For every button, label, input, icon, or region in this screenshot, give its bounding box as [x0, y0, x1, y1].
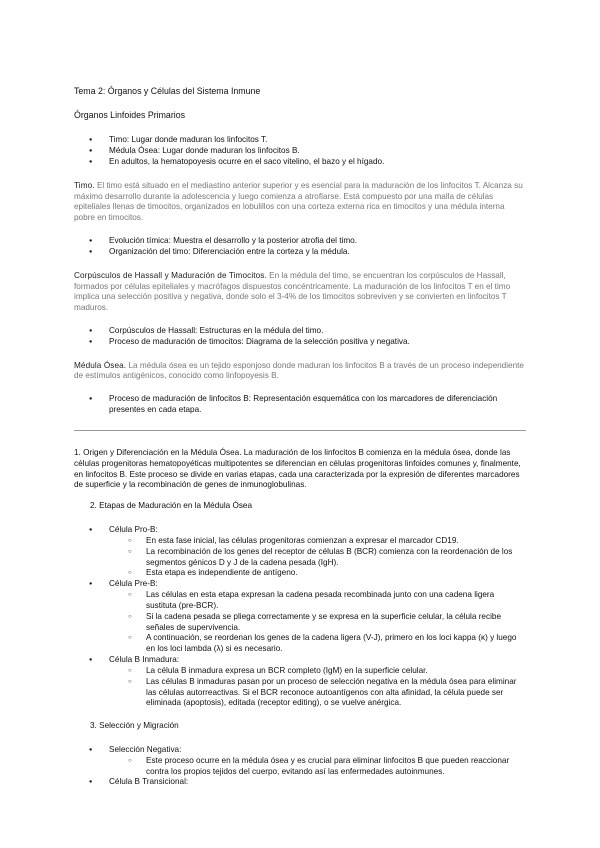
timo-paragraph: [74, 181, 526, 224]
list-item: ● Corpúsculos de Hassall: Estructuras en la médula del timo.: [74, 326, 526, 337]
document-title: Tema 2: Órganos y Células del Sistema Inmune: [74, 86, 261, 96]
list-item: ● Organización del timo: Diferenciación entre la corteza y la médula.: [74, 247, 526, 258]
medula-term: Médula Ósea.: [74, 360, 127, 370]
medula-paragraph: [74, 361, 526, 383]
etapa-label: Célula Pre-B:: [109, 579, 158, 589]
origen-paragraph: 1. Origen y Diferenciación en la Médula Ósea. La maduración de los linfocitos B comienza en la médula ósea, donde las células progenitoras hematopoyéticas multipotentes se diferencian en células progenitoras linfoides comunes y, finalmente, en linfocitos B. Este proceso se divide en varias etapas, cada una caracterizada por la expresión de diferentes marcadores de superficie y la recombinación de genes de inmunoglobulinas.: [74, 447, 521, 490]
section-heading-etapas: 2. Etapas de Maduración en la Médula Ósea: [90, 501, 253, 511]
section-heading-seleccion: 3. Selección y Migración: [90, 721, 179, 731]
hassall-paragraph: [74, 271, 526, 314]
list-item: [74, 777, 526, 788]
list-item: ● Proceso de maduración de linfocitos B: Representación esquemática con los marcadores de diferenciación presentes en cada etapa.: [74, 394, 526, 416]
sub-list-item: ○ A continuación, se reordenan los genes de la cadena ligera (V-J), primero en los loci kappa (κ) y luego en los loci lambda (λ) si es necesario.: [109, 633, 526, 655]
timo-term: Timo.: [74, 180, 95, 190]
medula-text: La médula ósea es un tejido esponjoso donde maduran los linfocitos B a través de un proceso independiente de estímulos antigénicos, conocido como linfopoyesis B.: [74, 360, 524, 381]
sub-list-item: ○ Las células B inmaduras pasan por un proceso de selección negativa en la médula ósea para eliminar las células autorreactivas. Si el BCR reconoce autoantígenos con alta afinidad, la célula puede ser eliminada (apoptosis), editada (receptor editing), o se vuelve anérgica.: [109, 677, 526, 709]
sub-list-item: ○ Este proceso ocurre en la médula ósea y es crucial para eliminar linfocitos B que pueden reaccionar contra los propios tejidos del cuerpo, evitando así las enfermedades autoinmunes.: [109, 756, 526, 778]
etapa-label: Célula B Inmadura:: [109, 655, 180, 665]
list-item: ● En adultos, la hematopoyesis ocurre en el saco vitelino, el bazo y el hígado.: [74, 157, 526, 168]
list-item: ● Evolución tímica: Muestra el desarrollo y la posterior atrofia del timo.: [74, 236, 526, 247]
medula-list: [74, 394, 526, 416]
etapas-list: [74, 525, 526, 709]
sub-list: [109, 590, 526, 655]
sub-list-item: ○ La recombinación de los genes del receptor de células B (BCR) comienza con la reordenación de los segmentos génicos D y J de la cadena pesada (IgH).: [109, 547, 526, 569]
list-item: [74, 579, 526, 655]
seleccion-list: [74, 745, 526, 788]
sub-list: [109, 756, 526, 778]
section-heading-primary-organs: Órganos Linfoides Primarios: [74, 109, 185, 120]
hassall-list: [74, 326, 526, 348]
sub-list-item: ○ La célula B inmadura expresa un BCR completo (IgM) en la superficie celular.: [109, 666, 526, 677]
sub-list-item: ○ Esta etapa es independiente de antígeno.: [109, 568, 526, 579]
list-item: [74, 525, 526, 579]
sub-list: [109, 666, 526, 709]
sub-list: [109, 536, 526, 579]
hassall-term: Corpúsculos de Hassall y Maduración de Timocitos.: [74, 270, 267, 280]
seleccion-label: Célula B Transicional:: [109, 777, 189, 787]
sub-list-item: ○ Si la cadena pesada se pliega correctamente y se expresa en la superficie celular, la célula recibe señales de supervivencia.: [109, 612, 526, 634]
seleccion-label: Selección Negativa:: [109, 745, 182, 754]
timo-text: El timo está situado en el mediastino anterior superior y es esencial para la maduración de los linfocitos T. Alcanza su máximo desarrollo durante la adolescencia y luego comienza a atrofiarse. Está compuesto por una malla de células epiteliales llenas de timocitos, organizados en lobulillos con una corteza externa rica en timocitos y una médula interna pobre en timocitos.: [74, 180, 523, 223]
hassall-text: En la médula del timo, se encuentran los corpúsculos de Hassall, formados por células epiteliales y macrófagos dispuestos concéntricamente. La maduración de los linfocitos T en el timo implica una selección positiva y negativa, donde solo el 3-4% de los timocitos sobreviven y se convierten en linfocitos T maduros.: [74, 270, 511, 313]
sub-list-item: ○ Las células en esta etapa expresan la cadena pesada recombinada junto con una cadena ligera sustituta (pre-BCR).: [109, 590, 526, 612]
list-item: ● Proceso de maduración de timocitos: Diagrama de la selección positiva y negativa.: [74, 337, 526, 348]
document-page: [74, 86, 526, 788]
list-item: [74, 745, 526, 777]
horizontal-divider: [74, 430, 526, 431]
sub-list-item: ○ En esta fase inicial, las células progenitoras comienzan a expresar el marcador CD19.: [109, 536, 526, 547]
etapa-label: Célula Pro-B:: [109, 525, 158, 535]
list-item: [74, 655, 526, 709]
primary-organs-list: [74, 135, 526, 167]
list-item: ● Médula Ósea: Lugar donde maduran los linfocitos B.: [74, 146, 526, 157]
timo-list: [74, 236, 526, 258]
list-item: ● Timo: Lugar donde maduran los linfocitos T.: [74, 135, 526, 146]
